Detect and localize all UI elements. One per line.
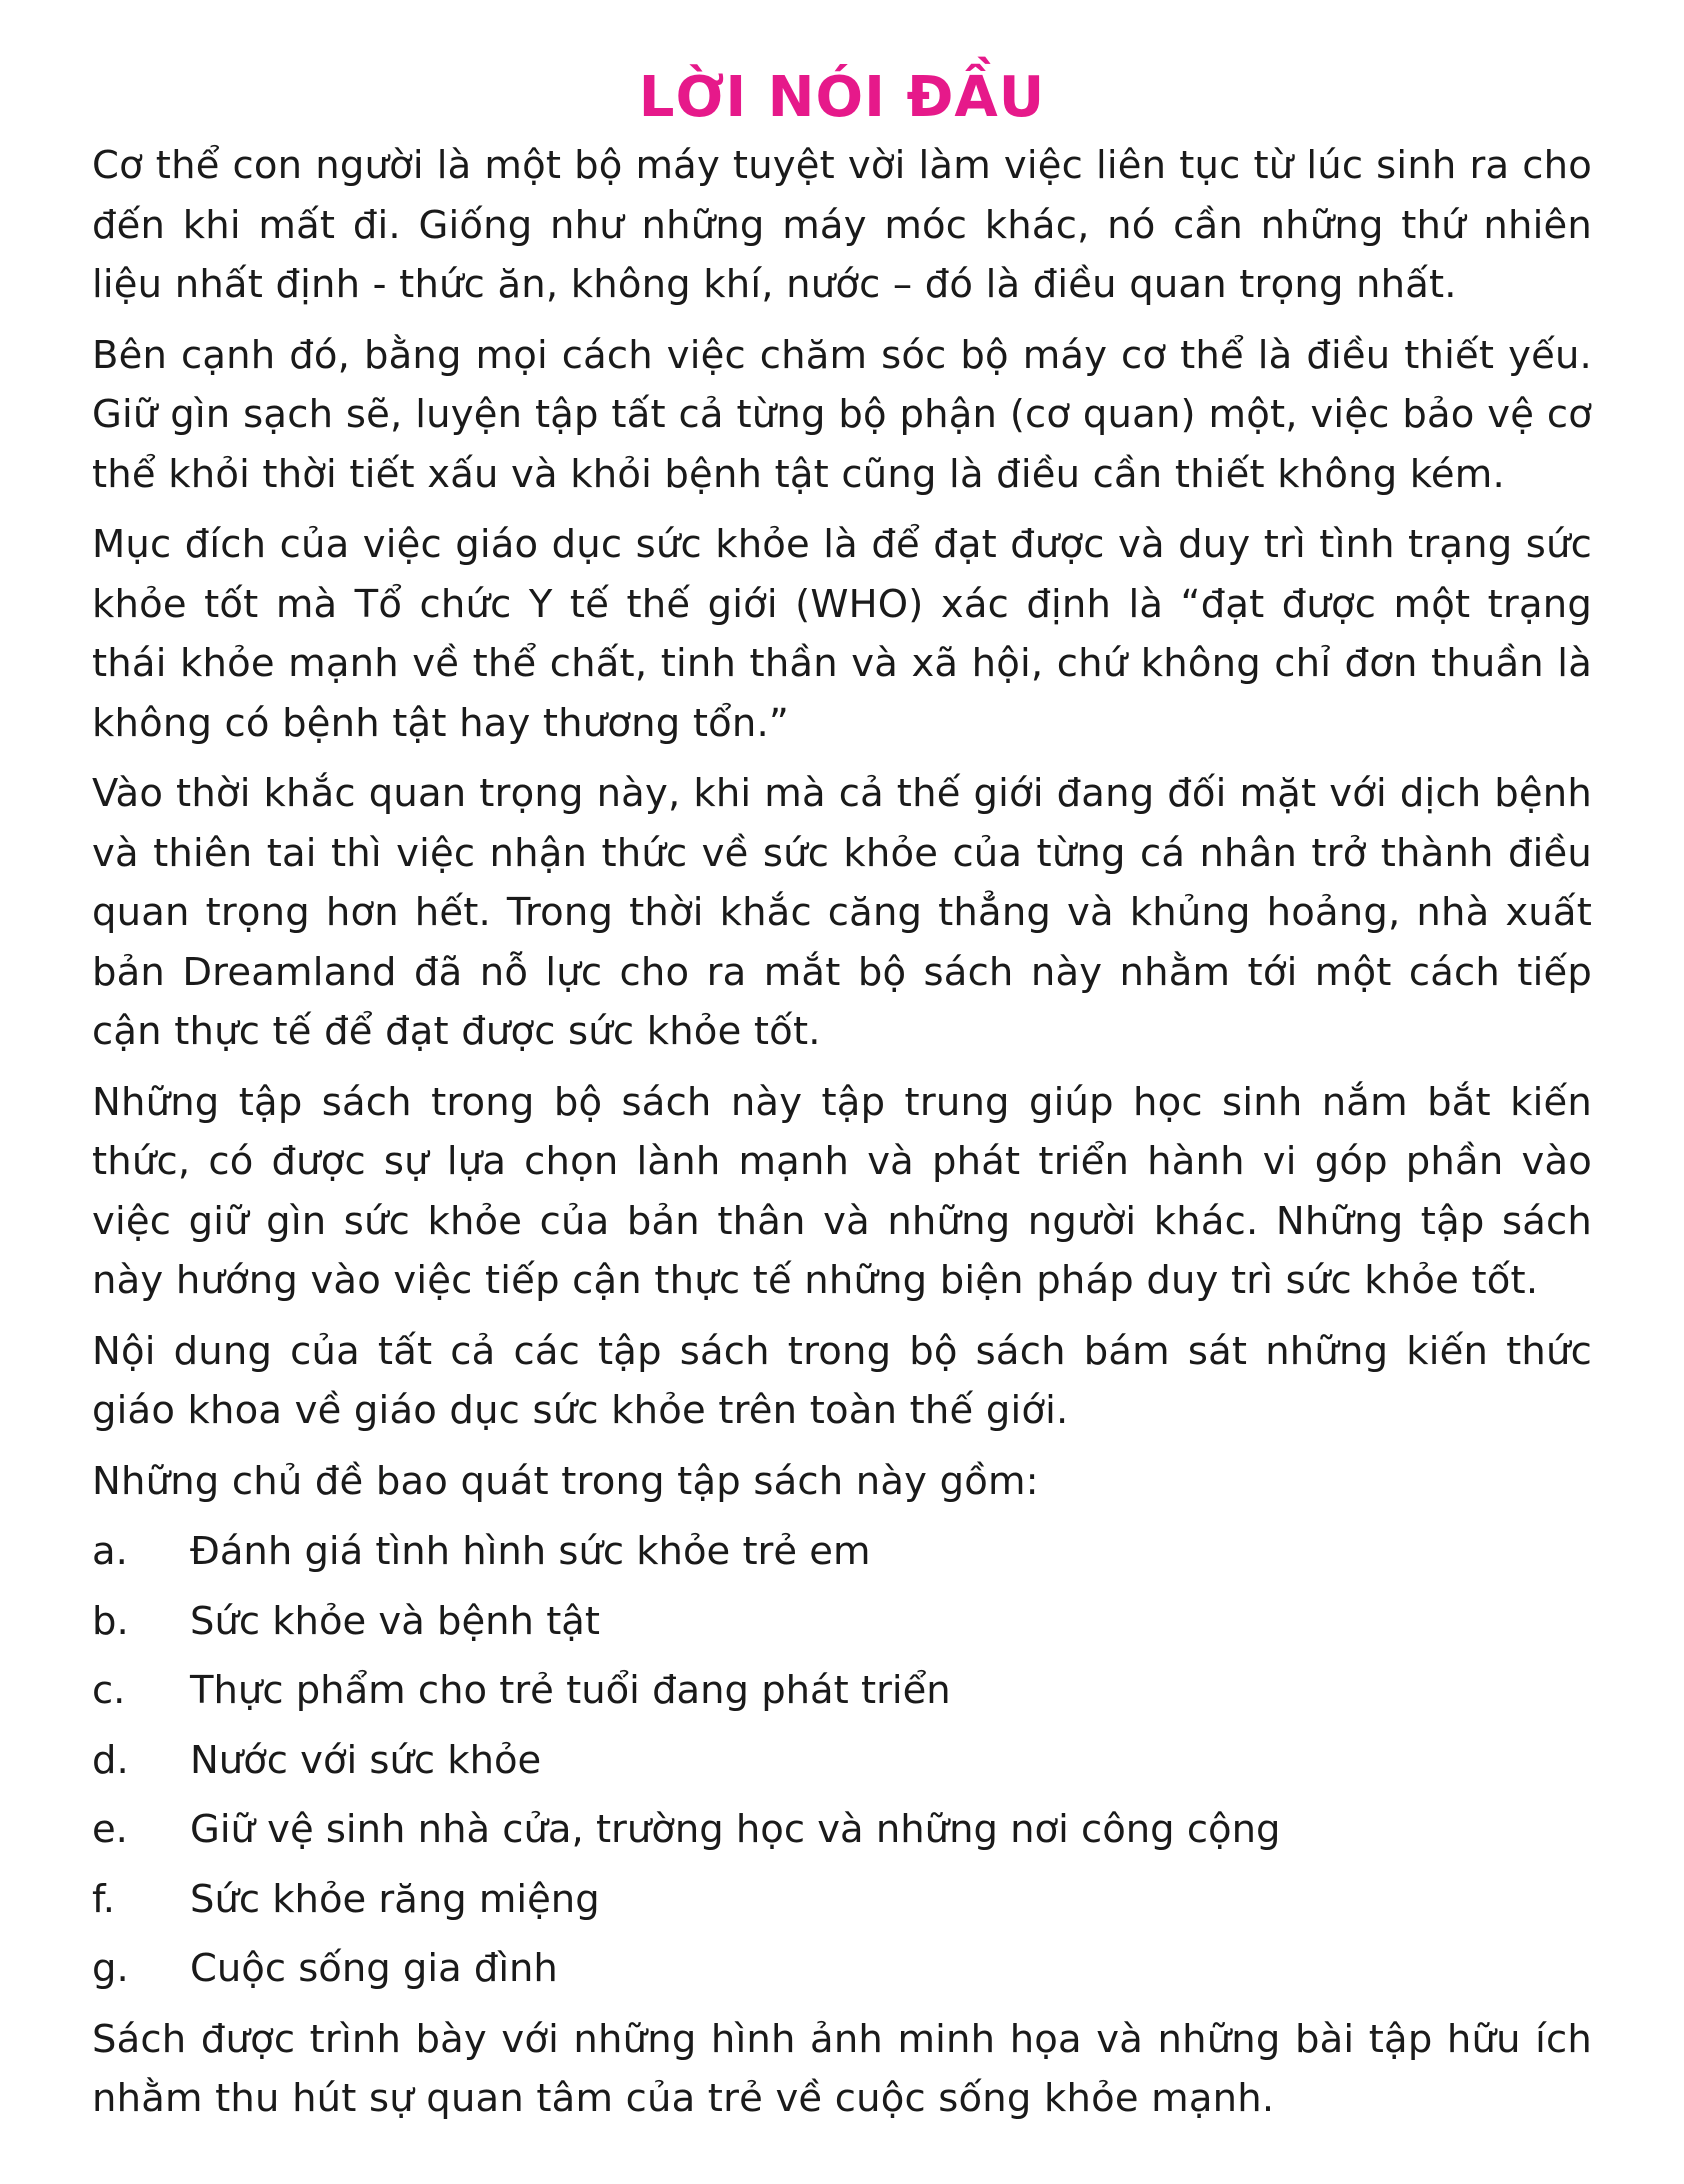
closing-paragraph: Sách được trình bày với những hình ảnh minh họa và những bài tập hữu ích nhằm thu hút sự quan tâm của trẻ về cuộc sống khỏe mạnh. [92,2016,1592,2121]
list-item-text: Sức khỏe răng miệng [190,1876,600,1922]
list-item-letter: e. [92,1807,128,1852]
topics-list [92,1522,1592,1999]
list-item-text: Thực phẩm cho trẻ tuổi đang phát triển [190,1668,951,1713]
list-item-letter: d. [92,1737,129,1783]
list-item-text: Nước với sức khỏe [190,1737,542,1783]
list-item [92,1592,1592,1652]
list-item-letter: g. [92,1946,129,1991]
list-item [92,1800,1592,1860]
list-item-letter: c. [92,1668,126,1713]
list-item [92,1870,1592,1930]
care-paragraph: Bên cạnh đó, bằng mọi cách việc chăm sóc bộ máy cơ thể là điều thiết yếu. Giữ gìn sạch sẽ, luyện tập tất cả từng bộ phận (cơ quan) một, việc bảo vệ cơ thể khỏi thời tiết xấu và khỏi bệnh tật cũng là điều cần thiết không kém. [92,332,1592,497]
intro-paragraph: Cơ thể con người là một bộ máy tuyệt vời làm việc liên tục từ lúc sinh ra cho đến khi mất đi. Giống như những máy móc khác, nó cần những thứ nhiên liệu nhất định - thức ăn, không khí, nước – đó là điều quan trọng nhất. [92,143,1592,307]
list-item [92,1731,1592,1791]
list-item-letter: a. [92,1529,128,1574]
list-item-letter: b. [92,1598,129,1644]
context-paragraph: Vào thời khắc quan trọng này, khi mà cả thế giới đang đối mặt với dịch bệnh và thiên tai thì việc nhận thức về sức khỏe của từng cá nhân trở thành điều quan trọng hơn hết. Trong thời khắc căng thẳng và khủng hoảng, nhà xuất bản Dreamland đã nỗ lực cho ra mắt bộ sách này nhằm tới một cách tiếp cận thực tế để đạt được sức khỏe tốt. [92,771,1592,1054]
topics-intro: Những chủ đề bao quát trong tập sách này gồm: [92,1458,1039,1504]
list-item-text: Sức khỏe và bệnh tật [190,1598,600,1644]
content-paragraph: Nội dung của tất cả các tập sách trong bộ sách bám sát những kiến thức giáo khoa về giáo dục sức khỏe trên toàn thế giới. [92,1328,1592,1433]
list-item [92,1939,1592,1999]
list-item [92,1661,1592,1721]
list-item-letter: f. [92,1876,115,1922]
list-item [92,1522,1592,1582]
books-paragraph: Những tập sách trong bộ sách này tập trung giúp học sinh nắm bắt kiến thức, có được sự lựa chọn lành mạnh và phát triển hành vi góp phần vào việc giữ gìn sức khỏe của bản thân và những người khác. Những tập sách này hướng vào việc tiếp cận thực tế những biện pháp duy trì sức khỏe tốt. [92,1079,1592,1303]
page-title: LỜI NÓI ĐẦU [638,65,1046,130]
purpose-paragraph: Mục đích của việc giáo dục sức khỏe là để đạt được và duy trì tình trạng sức khỏe tốt mà Tổ chức Y tế thế giới (WHO) xác định là “đạt được một trạng thái khỏe mạnh về thể chất, tinh thần và xã hội, chứ không chỉ đơn thuần là không có bệnh tật hay thương tổn.” [92,522,1592,746]
document-page [92,60,1592,2140]
list-item-text: Giữ vệ sinh nhà cửa, trường học và những nơi công cộng [190,1807,1281,1852]
list-item-text: Đánh giá tình hình sức khỏe trẻ em [190,1529,871,1574]
list-item-text: Cuộc sống gia đình [190,1946,558,1991]
